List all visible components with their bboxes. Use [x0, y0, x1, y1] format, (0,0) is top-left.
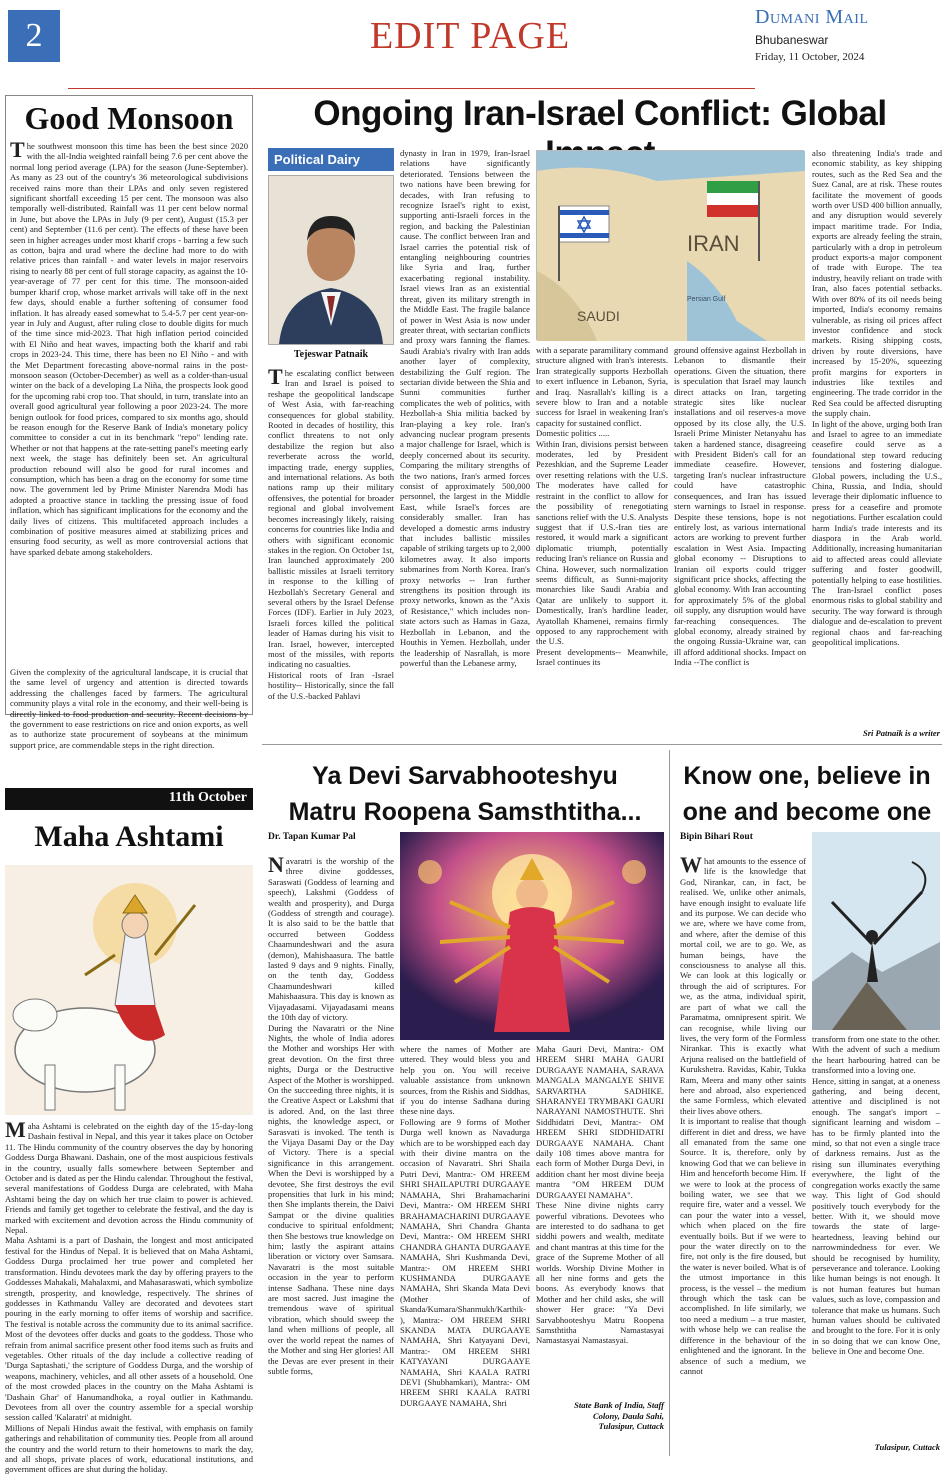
- iran-israel-headline: Ongoing Iran-Israel Conflict: Global: [313, 94, 887, 133]
- map-label-iran: IRAN: [687, 231, 740, 256]
- political-dairy-column: [268, 148, 394, 788]
- iran-col-4: ground offensive against Hezbollah in Lebanon to dismantle their operations. Given the situation, there is speculation that Israel may launch direct attacks on Iran, targeting strategic sites like nuclear installations and oil reserves-a move opposed by its close ally, the U.S. Israeli Prime Minister Netanyahu has taken a hardened stance, disagreeing with President Biden's call for an immediate ceasefire. However, targeting Iran's nuclear infrastructure could have catastrophic consequences, and Iran has issued stern warnings to Israel in response. Despite these tensions, hope is not entirely lost, as various international actors are working to prevent further escalation in West Asia. Impacting global economy -- Disruptions to Iranian oil exports could trigger significant price shocks, affecting the global economy. With Iran accounting for approximately 5% of the global oil supply, any disruption would have far-reaching consequences. The global economy, already strained by the ongoing Russia-Ukraine war, can ill afford additional shocks. Impact on India --The conflict is: [674, 345, 806, 668]
- ya-devi-headline-line-1: Ya Devi Sarvabhooteshyu: [312, 762, 618, 790]
- iran-col-2: dynasty in Iran in 1979, Iran-Israel relations have significantly deteriorated. Tensions between the two nations have been brewing for decades, with Iran refusing to recognize Israel's right to exist, supporting anti-Israeli forces in the region, and backing the Palestinian cause. The conflict between Iran and Israel carries the potential risk of entangling neighbouring countries like Syria and Iraq, further exacerbating regional instability. Israel views Iran as an existential threat, given its military strength in the Middle East. The fragile balance of power in West Asia is now under greater threat, with sectarian conflicts and proxy wars fanning the flames. Saudi Arabia's rivalry with Iran adds another layer of complexity, destabilizing the Gulf region. The sectarian divide between the Shia and Sunni communities further complicates the web of politics, with Hezbollah-a Shia militia backed by Iran-playing a key role. Iran's advancing nuclear program presents a major challenge for Israel, which is deeply concerned about its security. Comparing the military strengths of the two nations, Iran's armed forces consist of approximately 500,000 personnel, the largest in the Middle East, while Israel's forces are considerably smaller. Iran has developed a domestic arms industry that includes ballistic missiles capable of striking targets up to 2,000 kilometres away. It also imports submarines from North Korea. Iran's proxy networks -- Iran further strengthens its position through its proxy networks, known as the "Axis of Resistance," which includes non-state actors such as Hamas in Gaza, Hezbollah in Lebanon, and the Houthis in Yemen. Hezbollah, under the leadership of Nasrallah, is more powerful than the Lebanese army,: [400, 148, 530, 668]
- know-one-col-1: What amounts to the essence of life is the knowledge that God, Nirankar, can, in fact, be realised. We, unlike other animals, have enough insight to evaluate life and its purpose. We can decide who we are, where we have come from, and where, after the demise of this mortal coil, we are to go. We, as human beings, have the consciousness to analyse all this. We can look at this logically or through the aid of scriptures. For we, as the atma, individual spirit, are part of what we call the Paramatma, omnipresent spirit. We can recognise, while living our lives, the very form of the Formless Nirankar. This is exactly what Arjuna realised on the battlefield of Kurukshetra. Ravidas, Kabir, Tukka Ram, Meera and many other saints here and abroad, also experienced the same Formless, which elevated their lives above others. It is important to realise that though different in diet and dress, we have all emanated from the same one Source. It is, therefore, only by knowing God that we can believe in Him and henceforth become Him. If we were to look at the process of boiling water, we see that we require fire, water and a vessel. We can pour the water into a vessel, which when placed on the fire eventually boils. But if we were to pour the water directly on to the fire, not only is the fire doused, but the water is never boiled. What is of the utmost importance in this process, is the vessel – the medium through which the task can be accomplished. In life similarly, we too need a medium – a true master, with whose help we can realise the difference in the behaviour of the enlightened and the ignorant. In the absence of such a medium, we cannot: [680, 852, 806, 1376]
- good-monsoon-body-2: Given the complexity of the agricultural landscape, it is crucial that the same level of urgency and attention is directed towards addressing the challenges faced by farmers. The agricultural community plays a vital role in the economy, and their well-being is directly linked to food production and security. Recent decisions by the government to ease restrictions on rice and onion exports, as well as to authorize state procurement of soybeans at the minimum support price, are commendable steps in the right direction.: [10, 667, 248, 750]
- ya-devi-col-1: Navaratri is the worship of the three divine goddesses, Saraswati (Goddess of learning and speech), Lakshmi (Goddess of wealth and prosperity), and Durga (Goddess of strength and courage). It is also said to be the battle that occurred between Goddess Chaamundeshwari and the asura (demon), Mahishaasura. The battle lasted 9 days and 9 nights. Finally, on the tenth day, Goddess Chaamundeshwari killed Mahishaasura. This day is known as Vijayadasami. Vijayadasami means the 10th day of victory. During the Navaratri or the Nine Nights, the whole of India adores the Mother and worships Her with great devotion. On the first three nights, Durga or the Destructive Aspect of the Mother is worshipped. On the succeeding three nights, it is the Creative Aspect or Lakshmi that is adored. And, on the last three nights, the knowledge aspect, or Sarasvati is invoked. The tenth is the Vijaya Dasami Day or the Day of Victory. There is a special significance in this arrangement. When the Devi is worshipped by a devotee, She first destroys the evil propensities that lurk in his mind; then She implants therein, the Daivi Sampat or the divine qualities conducive to spiritual enfoldment; then She bestows true knowledge on him; lastly the aspirant attains liberation or victory over Samsara. Navaratri is the most suitable occasion in the year to perform intense Sadhana. These nine days are most sacred. Just imagine the tremendous wave of spiritual vibration, which should sweep the land when millions of people, all over the world repeat the names of the Mother and sing Her glories! All the Devas are ever present in their subtle forms,: [268, 852, 394, 1376]
- ya-devi-col-2: where the names of Mother are uttered. They would bless you and help you on. You will receive valuable assistance from unknown sources, from the Rishis and Siddhas, if you do intense Sadhana during these nine days. Following are 9 forms of Mother Durga well known as Navadurga which are to be worshipped each day with their divine mantra on the occasion of Navaratri. Shri Shaila Putri Devi, Mantra:- OM HREEM SHRI SHAILAPUTRI DURGAAYE NAMAHA, Shri Brahamacharini Devi, Mantra:- OM HREEM SHRI BRAHAMACHARINI DURGAAYE NAMAHA, Shri Chandra Ghanta Devi, Mantra:- OM HREEM SHRI CHANDRA GHANTA DURGAAYE NAMAHA, Shri Kushmanda Devi, Mantra:- OM HREEM SHRI KUSHMANDA DURGAAYE NAMAHA, Shri Skanda Mata Devi (Mother of Skanda/Kumara/Shanmukh/Karthik- ), Mantra:- OM HREEM SHRI SKANDA MATA DURGAAYE NAMAHA, Shri Katyayani Devi, Mantra:- OM HREEM SHRI KATYAYANI DURGAAYE NAMAHA, Shri KAALA RATRI DEVI (Shubhamkari), Mantra:- OM HREEM SHRI KAALA RATRI DURGAAYE NAMAHA, Shri: [400, 1044, 530, 1408]
- section-divider: [262, 744, 942, 745]
- left-column: [5, 95, 253, 1475]
- good-monsoon-body: The southwest monsoon this time has been the best since 2020 with the all-India weighted rainfall being 7.6 per cent above the normal long period average (LPA) for the season (June-September). As many as 23 out of the country's 36 meteorological subdivisions received rains more than their LPAs and only seven registered significant shortfall exceeding 15 per cent. The monsoon was also temporally well-distributed. Rainfall was 11 per cent below normal in June, but above the LPAs in July (9 per cent), August (15.3 per cent) and September (11.6 per cent). The effects of these have been seen in higher acreages under most kharif crops - barring a few such as cotton, bajra and urad where the decline had more to do with relative prices than rainfall - and water levels in major reservoirs rising to nearly 88 per cent of full storage capacity, as against the 10-year-average of 77 per cent for this time. The monsoon-aided bumper kharif crop, whose market arrivals will take off in the next few days, should enable a further softening of consumer food inflation. It has already eased somewhat to 5.4-5.7 per cent year-on-year in July and August, after ruling close to double digits for much of the time since mid-2023. That high inflation period coincided with El Niño and heat waves, impacting both the kharif and rabi crops in 2023-24. This time, there has been no El Niño - and with the Met Department forecasting above-normal rains in the post-monsoon season (October-December) as well as a colder-than-usual winter on the back of a developing La Niña, the prospects look good for the upcoming rabi crop too. That should, in turn, translate into an overall good agricultural year following a poor 2023-24. The more benign outlook for food prices, compared to six months ago, should be reason enough for the Reserve Bank of India's monetary policy committee to consider a cut in its benchmark "repo" lending rate. Whether or not that happens at the rate-setting panel's meeting early next week, the stage has definitely been set. An agricultural production rebound will also be good for rural incomes and consumption, which has been a drag on the economy for some time now. The government led by Prime Minister Narendra Modi has adopted a proactive stance in tackling the pressing issue of food inflation, which has significant implications for the economy and the daily lives of citizens. This multifaceted approach includes a combination of positive measures aimed at stabilizing prices and ensuring food security, as well as more controversial actions that have sparked debate among stakeholders.: [10, 137, 248, 557]
- know-one-headline: [674, 758, 940, 830]
- section-title: EDIT PAGE: [369, 15, 571, 57]
- ya-devi-col-3: Maha Gauri Devi, Mantra:- OM HREEM SHRI MAHA GAURI DURGAAYE NAMAHA, SARAVA MANGALA MANGALYE SHIVE SARVARTHA SADHIKE. SHARANYEI TRYMBAKI GAURI NARAYANI NAMOSTHUTE. Shri Siddhidatri Devi, Mantra:- OM HREEM SHRI SIDDHIDATRI DURGAAYE NAMAHA. Chant daily 108 times above mantra for each form of Mother Durga Devi, in addition chant her most divine beeja mantra "OM HREEM DUM DURGAAYEI NAMAHA". These Nine divine nights carry powerful vibrations. Devotees who are interested to do sadhana to get siddhi powers and wealth, meditate and chant mantras at this time for the grace of the Supreme Mother of all worlds. Worship Divine Mother in all her nine forms and gets the boons. As everybody knows that Mother and her child asks, she will shower Her grace: "Ya Devi Sarvabhooteshyu Matru Roopena Samsthtitha Namastasyai Namastasyai Namastasyai.: [536, 1044, 664, 1346]
- map-label-saudi: SAUDI: [577, 308, 620, 324]
- know-one-author: Bipin Bihari Rout: [680, 832, 753, 842]
- mountain-man-photo: [812, 832, 940, 1030]
- edition-date: Friday, 11 October, 2024: [755, 51, 865, 63]
- ya-devi-signature-line-2: Colony, Daula Sahi,: [592, 1410, 664, 1421]
- good-monsoon-title: Good Monsoon: [24, 100, 234, 136]
- good-monsoon-box: [5, 95, 253, 750]
- iran-col-5: also threatening India's trade and economic stability, as key shipping routes, such as the Red Sea and the Suez Canal, are at risk. These routes facilitate the movement of goods worth over USD 400 billion annually, and any disruption would severely impact maritime trade. For India, exports are already feeling the strain, particularly with a drop in petroleum product exports-a major component of trade with Europe. The tea industry, heavily reliant on trade with Iran, also faces potential setbacks. With over 80% of its oil needs being imported, India's economy remains vulnerable, as rising oil prices affect investor confidence and stock markets. Rising shipping costs, driven by route diversions, have increased by 15-20%, squeezing profit margins for exporters in industries like textiles and engineering. The trade corridor in the Red Sea could be affected disrupting the supply chain. In light of the above, urging both Iran and Israel to agree to an immediate ceasefire could serve as a foundational step toward reducing tensions and fostering dialogue. Global powers, including the U.S., China, Russia, and India, should leverage their diplomatic influence to press for a ceasefire and promote negotiations. Further escalation could harm India's trade interests and its diaspora in the Arab world. Additionally, increasing humanitarian aid to affected areas could alleviate suffering and foster goodwill, potentially helping to ease hostilities. The Iran-Israel conflict poses enormous risks to global stability and security. The way forward is through dialogue and de-escalation to prevent regional chaos and far-reaching geopolitical implications.: [812, 148, 942, 648]
- maha-ashtami-title: Maha Ashtami: [34, 820, 224, 853]
- iran-col-1: The escalating conflict between Iran and Israel is poised to reshape the geopolitical landscape of West Asia, with far-reaching consequences for global stability. Rooted in decades of hostility, this conflict threatens to not only destabilize the region but also reverberate across the world, impacting trade, energy supplies, and international relations. As both nations ramp up their military offensives, the potential for broader regional and global involvement becomes increasingly likely, raising concerns for countries like India and others with significant economic stakes in the region. On October 1st, Iran launched approximately 200 ballistic missiles at Israeli territory in response to the killing of Hezbollah's Secretary General and several others by the Israel Defense Forces (IDF). Earlier in July 2023, Israeli forces killed the political leader of Hamas during his visit to Iran. Israel, however, intercepted most of the missiles, with reports indicating no casualties. Historical roots of Iran -Israel hostility-- Historically, since the fall of the U.S.-backed Pahlavi: [268, 364, 394, 701]
- goddess-illustration: [5, 865, 253, 1115]
- iran-col-3: with a separate paramilitary command structure aligned with Iran's interests. Iran strategically supports Hezbollah to exert influence in Lebanon, Syria, and Iraq. Nasrallah's killing is a severe blow to Iran and a notable success for Israel in weakening Iran's capacity for sustained conflict. Domestic politics ..... Within Iran, divisions persist between moderates, led by President Pezeshkian, and the Supreme Leader over resetting relations with the U.S. The moderates have called for restraint in the conflict to allow for the possibility of renegotiating sanctions relief with the U.S. Analysts suggest that if U.S.-Iran ties are restored, it would mark a significant diplomatic triumph, potentially reducing Iran's reliance on Russia and China. However, such normalization seems difficult, as Sunni-majority monarchies like Saudi Arabia and Qatar are unlikely to support it. Domestically, Iran's hardline leader, Ayatollah Khamenei, remains firmly opposed to any rapprochement with the U.S. Present developments-- Meanwhile, Israel continues its: [536, 345, 668, 668]
- ya-devi-signature-line-1: State Bank of India, Staff: [574, 1400, 664, 1410]
- ya-devi-signature-line-3: Tulasipur, Cuttack: [598, 1421, 664, 1431]
- ya-devi-signature: [536, 1400, 664, 1432]
- maha-ashtami-body: Maha Ashtami is celebrated on the eighth day of the 15-day-long Dashain festival in Nepal, and this year it takes place on October 11. The Hindu community of the country observes the day by honoring Goddess Durga Bhawani. Dashain, one of the most auspicious festivals in the country, usually falls somewhere between September and October and is dated as per the Hindu calendar. Throughout the festival, several manifestations of Goddess Durga are celebrated, with Maha Ashtami being the day on which her true claim to power is achieved. Friends and family get together to celebrate the festival, and the day is marked with excitement and devotion across the Hindu community of Nepal. Maha Ashtami is a part of Dashain, the longest and most anticipated festival for the Hindus of Nepal. It is believed that on Maha Ashtami, Goddess Durga proclaimed her true power and completed her transformation. Hindu devotees mark the day by offering prayers to the Goddesses Mahakali, Mahalaxmi, and Mahasaraswati, which symbolize strength, prosperity, and knowledge, respectively. The shrines of goddesses in Kathmandu Valley are decorated and devotees start pouring in the early morning to offer items of worship and sacrifice. The festival is notable across the community due to its animal sacrifice. Most of the devotees offer ducks and goats to the goddess. Those who refrain from animal sacrifice present other food items such as fruits and vegetables. Other rituals of the day include a collective reading of 'Durga Saptashati,' the scripture of Goddess Durga, and the worship of weapons, machinery, vehicles, and all other assets of a household. One of the most crowded places in the country on the Maha Ashtami is 'Dashain Ghar' of Hanumandhoka, a royal outlier in Kathmandu. Devotees from all over the country assemble for a special worship session called 'Kalaratri' at midnight. Millions of Nepali Hindus await the festival, with emphasis on family gatherings and rehabilitation of community ties. People from all around the country and the world return to their hometowns to mark the day, and all shops, private places of work, educational institutions, and government offices are shut during the holiday.: [5, 1117, 253, 1475]
- know-one-headline-line-2: one and become one: [682, 798, 932, 826]
- edition-city: Bhubaneswar: [755, 33, 829, 47]
- ya-devi-author: Dr. Tapan Kumar Pal: [268, 832, 356, 842]
- know-one-headline-line-1: Know one, believe in: [683, 762, 931, 790]
- know-one-col-2: transform from one state to the other. With the advent of such a medium the heart harbouring hatred can be transformed into a loving one. Hence, sitting in sangat, at a oneness gathering, and being decent, attentive and disciplined is not enough. The sangat's import – significant learning and wisdom – has to be firmly planted into the mind, so that not even a single trace of darkness remains. Just as the rising sun illuminates everything everywhere, the light of the congregation works exactly the same way. This light of God should positively touch everybody for the better. With it, we should move towards the state of large-heartedness, leaving behind our narrowmindedness for ever. We should be recognised by humility, perseverance and tolerance. Looking like human beings is not enough. It is not human features but human values, such as love, compassion and tolerance that make us humans. Such human values should be cultivated and brought to the fore. For it is only in so doing that we can know One, believe in One and become One.: [812, 1034, 940, 1357]
- political-dairy-banner: Political Dairy: [268, 148, 394, 171]
- column-divider: [669, 750, 670, 1456]
- ya-devi-headline-line-2: Matru Roopena Samsthtitha...: [288, 798, 642, 826]
- ya-devi-headline: [266, 758, 664, 830]
- map-label-gulf: Persian Gulf: [687, 296, 726, 303]
- masthead: [755, 6, 933, 63]
- brand-name: Dumani Mail: [755, 6, 869, 28]
- durga-illustration: [400, 832, 664, 1040]
- author-name: Tejeswar Patnaik: [293, 349, 369, 360]
- page-number: 2: [8, 10, 60, 62]
- iran-israel-map: [536, 150, 804, 340]
- iran-writer-note: Sri Patnaik is a writer: [863, 728, 940, 738]
- header-rule: [68, 88, 755, 89]
- author-photo: [268, 175, 394, 345]
- date-bar: 11th October: [5, 788, 253, 810]
- know-one-signature: Tulasipur, Cuttack: [874, 1442, 940, 1452]
